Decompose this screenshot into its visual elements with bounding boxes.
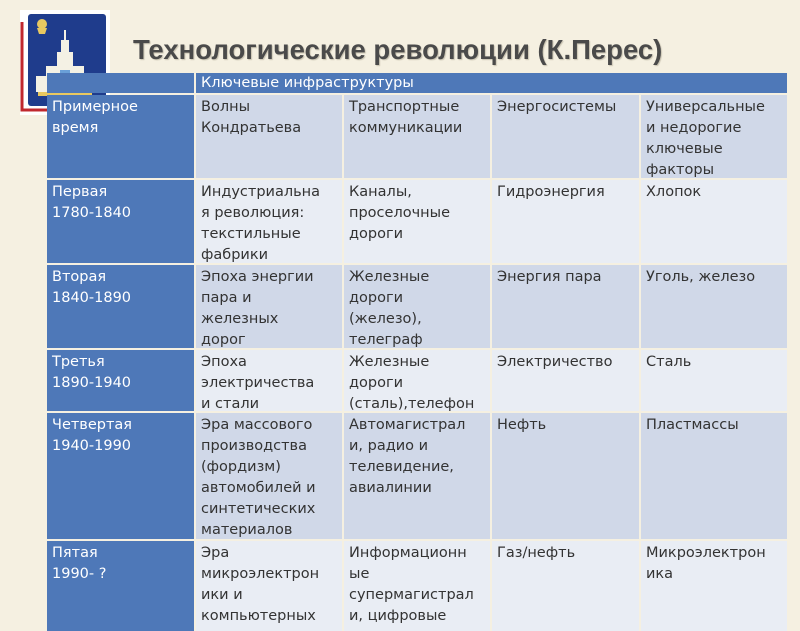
- table-cell: Железные дороги (сталь),телефон: [344, 350, 490, 411]
- table-cell: Электричество: [492, 350, 639, 411]
- table-cell: Эра микроэлектрон ики и компьютерных: [196, 541, 342, 631]
- table-cell: Третья 1890-1940: [47, 350, 194, 411]
- header-cell: Универсальные и недорогие ключевые факторы: [641, 95, 787, 178]
- header-cell: Волны Кондратьева: [196, 95, 342, 178]
- table-cell: Гидроэнергия: [492, 180, 639, 263]
- group-header-cell: Ключевые инфраструктуры: [196, 73, 787, 93]
- header-cell: Энергосистемы: [492, 95, 639, 178]
- table-cell: Пластмассы: [641, 413, 787, 539]
- table-cell: Газ/нефть: [492, 541, 639, 631]
- table-cell: Первая 1780-1840: [47, 180, 194, 263]
- table-cell: Четвертая 1940-1990: [47, 413, 194, 539]
- table-cell: Вторая 1840-1890: [47, 265, 194, 348]
- table-cell: Эпоха энергии пара и железных дорог: [196, 265, 342, 348]
- table-cell: Индустриальна я революция: текстильные фабрики: [196, 180, 342, 263]
- page-title: Технологические революции (К.Перес): [133, 34, 663, 65]
- table-cell: Микроэлектрон ика: [641, 541, 787, 631]
- header-cell: Транспортные коммуникации: [344, 95, 490, 178]
- table-cell: Сталь: [641, 350, 787, 411]
- table-cell: Нефть: [492, 413, 639, 539]
- table-cell: Пятая 1990- ?: [47, 541, 194, 631]
- table-cell: Автомагистрал и, радио и телевидение, авиалинии: [344, 413, 490, 539]
- revolutions-table: [47, 73, 787, 631]
- table-cell: Каналы, проселочные дороги: [344, 180, 490, 263]
- table-cell: Хлопок: [641, 180, 787, 263]
- table-cell: Информационн ые супермагистрал и, цифровые: [344, 541, 490, 631]
- table-cell: Энергия пара: [492, 265, 639, 348]
- header-corner-cell: [47, 73, 194, 93]
- table-cell: Железные дороги (железо), телеграф: [344, 265, 490, 348]
- header-cell: Примерное время: [47, 95, 194, 178]
- table-cell: Эпоха электричества и стали: [196, 350, 342, 411]
- table-cell: Эра массового производства (фордизм) автомобилей и синтетических материалов: [196, 413, 342, 539]
- table-cell: Уголь, железо: [641, 265, 787, 348]
